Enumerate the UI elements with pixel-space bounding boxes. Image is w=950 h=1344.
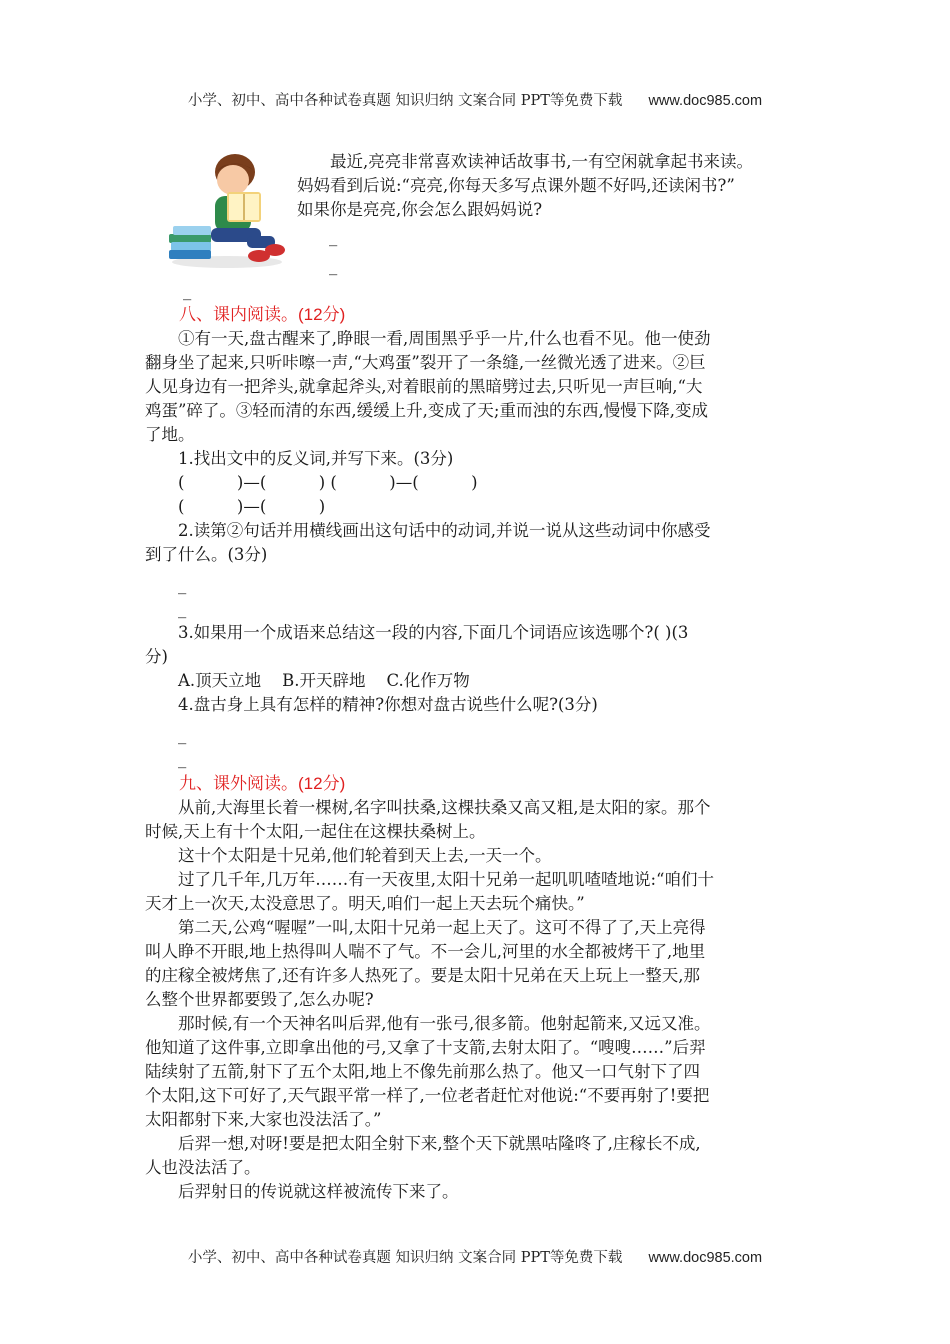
footer-site: www.doc985.com [648, 1250, 763, 1266]
passage-line: 鸡蛋”碎了。③轻而清的东西,缓缓上升,变成了天;重而浊的东西,慢慢下降,变成 [145, 401, 708, 420]
question-3-cont: 分) [145, 647, 168, 666]
answer-blank[interactable]: _ [178, 575, 187, 594]
question-3: 3.如果用一个成语来总结这一段的内容,下面几个词语应该选哪个?( )(3 [178, 623, 689, 642]
passage-line: ①有一天,盘古醒来了,睁眼一看,周围黑乎乎一片,什么也看不见。他一使劲 [178, 329, 711, 348]
paragraph: 的庄稼全被烤焦了,还有许多人热死了。要是太阳十兄弟在天上玩上一整天,那 [145, 966, 700, 985]
q1-blanks[interactable]: ( )—( ) ( )—( ) [178, 473, 478, 492]
paragraph: 从前,大海里长着一棵树,名字叫扶桑,这棵扶桑又高又粗,是太阳的家。那个 [178, 798, 711, 817]
paragraph: 时候,天上有十个太阳,一起住在这棵扶桑树上。 [145, 822, 486, 841]
paragraph: 叫人睁不开眼,地上热得叫人喘不了气。不一会儿,河里的水全都被烤干了,地里 [145, 942, 706, 961]
question-1: 1.找出文中的反义词,并写下来。(3分) [178, 449, 454, 468]
section-9 [145, 772, 810, 1204]
paragraph: 他知道了这件事,立即拿出他的弓,又拿了十支箭,去射太阳了。“嗖嗖……”后羿 [145, 1038, 706, 1057]
paragraph: 后羿射日的传说就这样被流传下来了。 [178, 1182, 459, 1201]
paragraph: 陆续射了五箭,射下了五个太阳,地上不像先前那么热了。他又一口气射下了四 [145, 1062, 700, 1081]
section-8-title: 八、课内阅读。(12分) [179, 305, 346, 324]
header-site: www.doc985.com [648, 93, 763, 109]
intro-line: 如果你是亮亮,你会怎么跟妈妈说? [297, 200, 543, 219]
paragraph: 太阳都射下来,大家也没法活了。” [145, 1110, 382, 1129]
page-header [0, 89, 950, 110]
paragraph: 天才上一次天,太没意思了。明天,咱们一起上天去玩个痛快。” [145, 894, 585, 913]
section-9-title: 九、课外阅读。(12分) [179, 774, 346, 793]
answer-blank[interactable]: _ [178, 749, 187, 768]
q1-blanks[interactable]: ( )—( ) [178, 497, 326, 516]
answer-blank[interactable]: _ [183, 281, 192, 300]
intro-line: 妈妈看到后说:“亮亮,你每天多写点课外题不好吗,还读闲书?” [297, 176, 735, 195]
passage-line: 了地。 [145, 425, 195, 444]
intro-line: 最近,亮亮非常喜欢读神话故事书,一有空闲就拿起书来读。 [330, 152, 753, 171]
question-2: 2.读第②句话并用横线画出这句话中的动词,并说一说从这些动词中你感受 [178, 521, 711, 540]
answer-blank[interactable]: _ [329, 256, 338, 275]
answer-blank[interactable]: _ [329, 227, 338, 246]
header-text: 小学、初中、高中各种试卷真题 知识归纳 文案合同 PPT等免费下载 [187, 93, 623, 109]
section-8 [145, 279, 810, 771]
passage-8 [145, 327, 810, 447]
paragraph: 过了几千年,几万年……有一天夜里,太阳十兄弟一起叽叽喳喳地说:“咱们十 [178, 870, 714, 889]
paragraph: 后羿一想,对呀!要是把太阳全射下来,整个天下就黑咕隆咚了,庄稼长不成, [178, 1134, 701, 1153]
question-2-cont: 到了什么。(3分) [145, 545, 268, 564]
question-3-options: A.顶天立地 B.开天辟地 C.化作万物 [178, 671, 470, 690]
footer-text: 小学、初中、高中各种试卷真题 知识归纳 文案合同 PPT等免费下载 [187, 1250, 623, 1266]
paragraph: 这十个太阳是十兄弟,他们轮着到天上去,一天一个。 [178, 846, 552, 865]
passage-line: 人见身边有一把斧头,就拿起斧头,对着眼前的黑暗劈过去,只听见一声巨响,“大 [145, 377, 703, 396]
paragraph: 那时候,有一个天神名叫后羿,他有一张弓,很多箭。他射起箭来,又远又准。 [178, 1014, 711, 1033]
question-4: 4.盘古身上具有怎样的精神?你想对盘古说些什么呢?(3分) [178, 695, 598, 714]
answer-blank[interactable]: _ [178, 725, 187, 744]
paragraph: 第二天,公鸡“喔喔”一叫,太阳十兄弟一起上天了。这可不得了了,天上亮得 [178, 918, 706, 937]
paragraph: 个太阳,这下可好了,天气跟平常一样了,一位老者赶忙对他说:“不要再射了!要把 [145, 1086, 710, 1105]
page-footer [0, 1246, 950, 1267]
paragraph: 么整个世界都要毁了,怎么办呢? [145, 990, 374, 1009]
paragraph: 人也没法活了。 [145, 1158, 261, 1177]
passage-line: 翻身坐了起来,只听咔嚓一声,“大鸡蛋”裂开了一条缝,一丝微光透了进来。②巨 [145, 353, 706, 372]
intro-block [145, 150, 810, 280]
answer-blank[interactable]: _ [178, 599, 187, 618]
